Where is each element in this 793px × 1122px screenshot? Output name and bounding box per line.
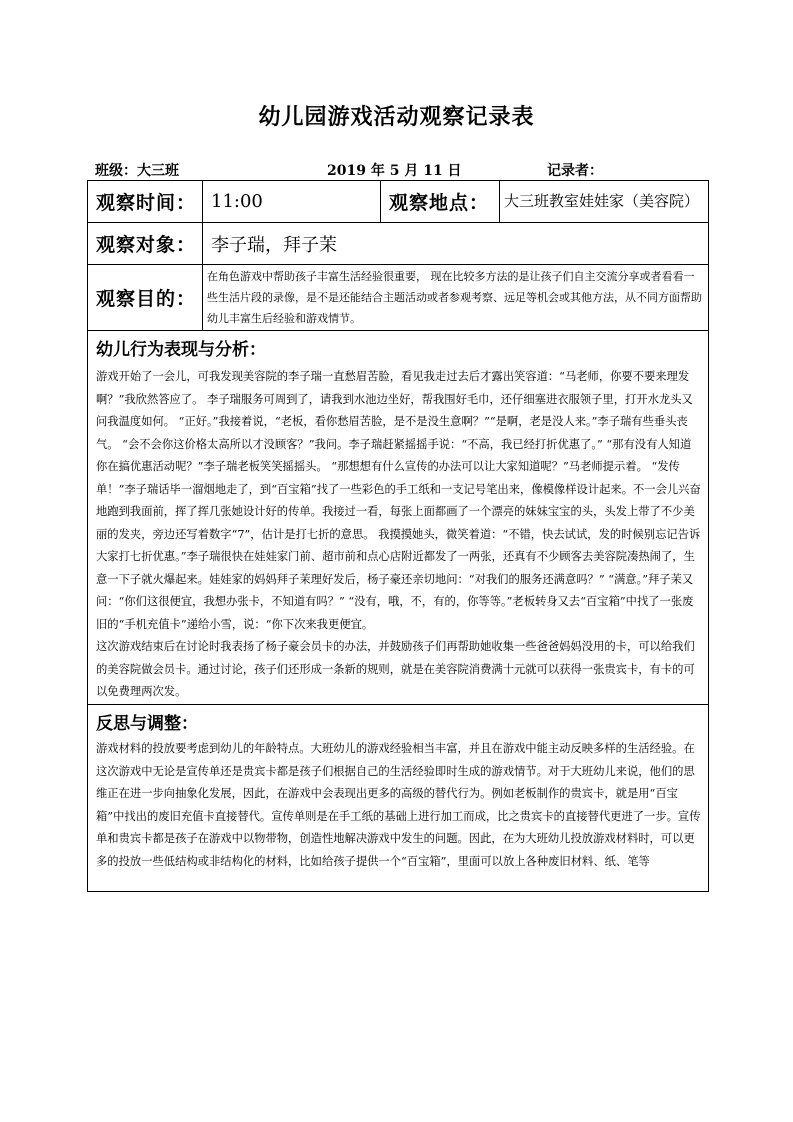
reflection-title: 反思与调整： [96, 714, 198, 734]
form-row-subject [88, 223, 709, 265]
behavior-paragraph: 这次游戏结束后在讨论时我表扬了杨子豪会员卡的办法，并鼓励孩子们再帮助她收集一些爸爸妈妈没用的卡，可以给我们的美容院做会员卡。通过讨论，孩子们还形成一条新的规则，就是在美容院消费满十元就可以获得一张贵宾卡，有卡的可以免费理两次发。 [96, 640, 695, 698]
time-label: 观察时间： [88, 181, 203, 223]
subject-value: 李子瑞，拜子茉 [203, 223, 709, 265]
place-value: 大三班教室娃娃家（美容院） [500, 181, 709, 223]
purpose-value: 在角色游戏中帮助孩子丰富生活经验很重要， 现在比较多方法的是让孩子们自主交流分享或者看看一些生活片段的录像，是不是还能结合主题活动或者参观考察、远足等机会或其他方法，从不同方面帮助幼儿丰富生后经验和游戏情节。 [203, 265, 709, 331]
place-label: 观察地点： [381, 181, 500, 223]
time-value: 11:00 [203, 181, 381, 223]
behavior-paragraph: 游戏开始了一会儿，可我发现美容院的李子瑞一直愁眉苦脸，看见我走过去后才露出笑容道：“马老师，你要不要来理发啊？”我欣然答应了。 李子瑞服务可周到了，请我到水池边坐好，帮我围好毛巾，还仔细塞进衣服领子里，打开水龙头又问我温度如何。 “正好。”我接着说，“老板，看你愁眉苦脸，是不是没生意啊？”“是啊，老是没人来。”李子瑞有些垂头丧气。 “会不会你这价格太高所以才没顾客？”我问。李子瑞赶紧摇摇手说：“不高，我已经打折优惠了。” “那有没有人知道你在搞优惠活动呢？”李子瑞老板笑笑摇摇头。 “那想想有什么宣传的办法可以让大家知道呢？”马老师提示着。 “发传单！”李子瑞话毕一溜烟地走了，到“百宝箱”找了一些彩色的手工纸和一支记号笔出来，像模像样设计起来。不一会儿兴奋地跑到我面前，挥了挥几张她设计好的传单。我接过一看，每张上面都画了一个漂亮的妹妹宝宝的头，头发上带了不少美丽的发夹，旁边还写着数字“7”，估计是打七折的意思。 我摸摸她头，微笑着道：“不错，快去试试，发的时候别忘记告诉大家打七折优惠。”李子瑞很快在娃娃家门前、超市前和点心店附近都发了一两张，还真有不少顾客去美容院凑热闹了，生意一下子就火爆起来。娃娃家的妈妈拜子茉理好发后，杨子豪还亲切地问：“对我们的服务还满意吗？” “满意。”拜子茉又问：“你们这很便宜，我想办张卡，不知道有吗？” “没有，哦，不，有的，你等等。”老板转身又去“百宝箱”中找了一张废旧的“手机充值卡”递给小雪，说：“你下次来我更便宜。 [96, 370, 701, 631]
recorder-label: 记录者： [547, 163, 603, 179]
behavior-title: 幼儿行为表现与分析： [96, 340, 266, 360]
observation-form [87, 180, 709, 892]
purpose-label: 观察目的： [88, 265, 203, 331]
subject-label: 观察对象： [88, 223, 203, 265]
form-row-purpose [88, 265, 709, 331]
behavior-section [88, 331, 709, 705]
page-title: 幼儿园游戏活动观察记录表 [258, 104, 535, 130]
form-row-time-place [88, 181, 709, 223]
class-label: 班级：大三班 [95, 163, 179, 179]
record-date: 2019 年 5 月 11 日 [327, 163, 462, 179]
reflection-paragraph: 游戏材料的投放要考虑到幼儿的年龄特点。大班幼儿的游戏经验相当丰富，并且在游戏中能主动反映多样的生活经验。在这次游戏中无论是宣传单还是贵宾卡都是孩子们根据自己的生活经验即时生成的游戏情节。对于大班幼儿来说，他们的思维正在进一步向抽象化发展，因此，在游戏中会表现出更多的高级的替代行为。例如老板制作的贵宾卡，就是用“百宝箱”中找出的废旧充值卡直接替代。宣传单则是在手工纸的基础上进行加工而成，比之贵宾卡的直接替代更进了一步。宣传单和贵宾卡都是孩子在游戏中以物带物，创造性地解决游戏中发生的问题。因此，在为大班幼儿投放游戏材料时，可以更多的投放一些低结构或非结构化的材料，比如给孩子提供一个“百宝箱”，里面可以放上各种废旧材料、纸、笔等 [96, 742, 701, 868]
reflection-section [88, 705, 709, 892]
